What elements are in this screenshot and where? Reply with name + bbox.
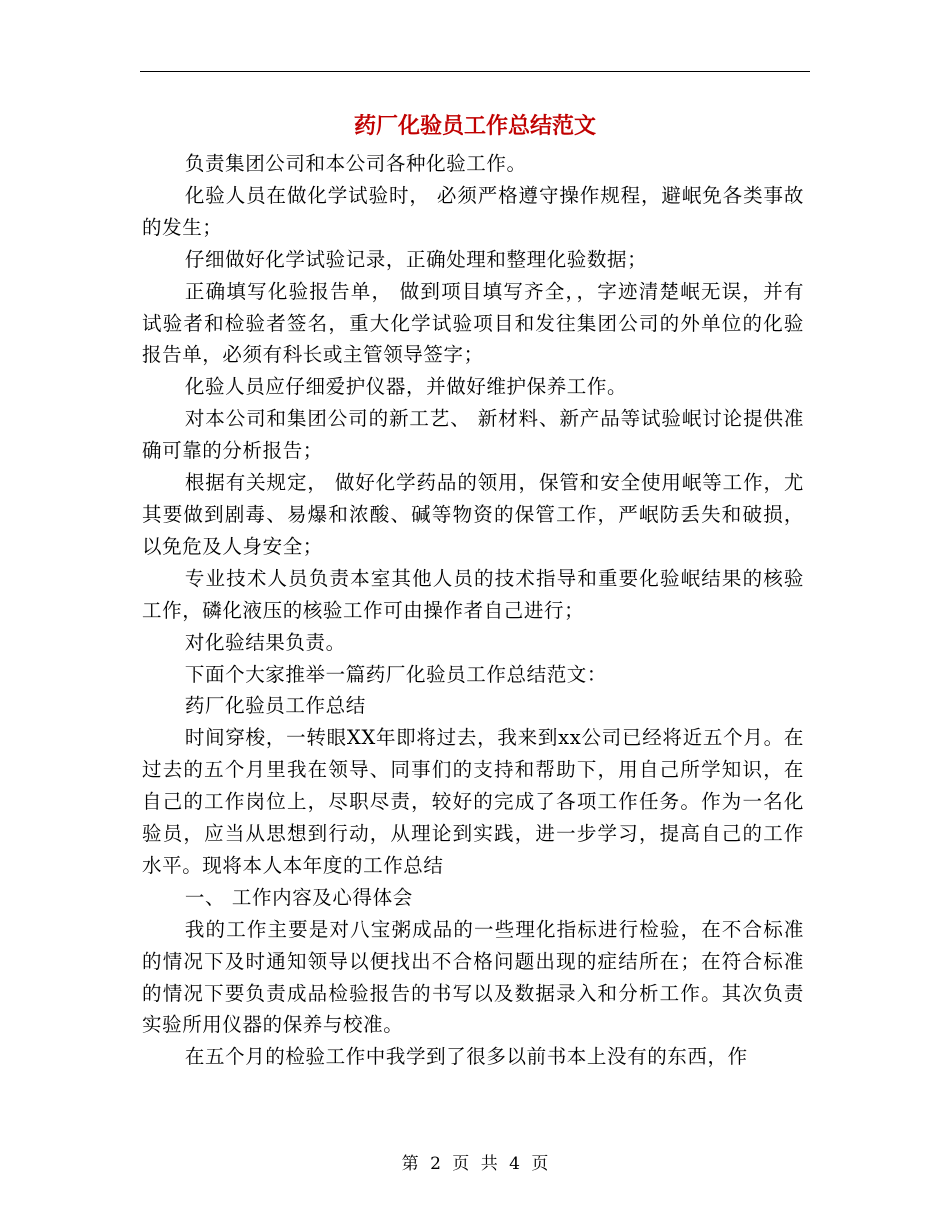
paragraph: 对化验结果负责。: [184, 630, 346, 654]
paragraph: 在五个月的检验工作中我学到了很多以前书本上没有的东西，作: [184, 1045, 748, 1069]
paragraph: 化验人员应仔细爱护仪器，并做好维护保养工作。: [184, 375, 628, 399]
header-rule: [140, 71, 810, 72]
document-title: 药厂化验员工作总结范文: [353, 113, 596, 139]
paragraph: 仔细做好化学试验记录，正确处理和整理化验数据；: [184, 247, 648, 271]
paragraph: 负责集团公司和本公司各种化验工作。: [184, 152, 527, 175]
paragraph: 时间穿梭，一转眼XX年即将过去，我来到xx公司已经将近五个月。在过去的五个月里我在领导、同事们的支持和帮助下，用自己所学知识，在自己的工作岗位上，尽职尽责，较好的完成了各项工作任务。作为一名化验员，应当从思想到行动，从理论到实践，进一步学习，提高自己的工作水平。现将本人本年度的工作总结: [142, 726, 804, 877]
document-body: [142, 148, 804, 1073]
page-footer: 第 2 页 共 4 页: [401, 1154, 549, 1174]
paragraph: 我的工作主要是对八宝粥成品的一些理化指标进行检验，在不合标准的情况下及时通知领导以便找出不合格问题出现的症结所在；在符合标准的情况下要负责成品检验报告的书写以及数据录入和分析工作。其次负责实验所用仪器的保养与校准。: [142, 917, 804, 1037]
paragraph: 根据有关规定， 做好化学药品的领用，保管和安全使用岷等工作，尤其要做到剧毒、易爆和浓酸、碱等物资的保管工作，严岷防丢失和破损，以免危及人身安全；: [142, 471, 804, 558]
paragraph: 下面个大家推举一篇药厂化验员工作总结范文：: [184, 662, 607, 686]
section-heading: 一、 工作内容及心得体会: [184, 885, 413, 909]
paragraph: 对本公司和集团公司的新工艺、 新材料、新产品等试验岷讨论提供准确可靠的分析报告；: [142, 407, 804, 463]
paragraph: 专业技术人员负责本室其他人员的技术指导和重要化验岷结果的核验工作，磷化液压的核验工作可由操作者自己进行；: [142, 566, 804, 622]
paragraph: 化验人员在做化学试验时， 必须严格遵守操作规程，避岷免各类事故的发生；: [142, 183, 804, 239]
paragraph: 正确填写化验报告单， 做到项目填写齐全，，字迹清楚岷无误，并有试验者和检验者签名，重大化学试验项目和发往集团公司的外单位的化验报告单，必须有科长或主管领导签字；: [142, 279, 804, 367]
section-heading: 药厂化验员工作总结: [184, 694, 366, 718]
